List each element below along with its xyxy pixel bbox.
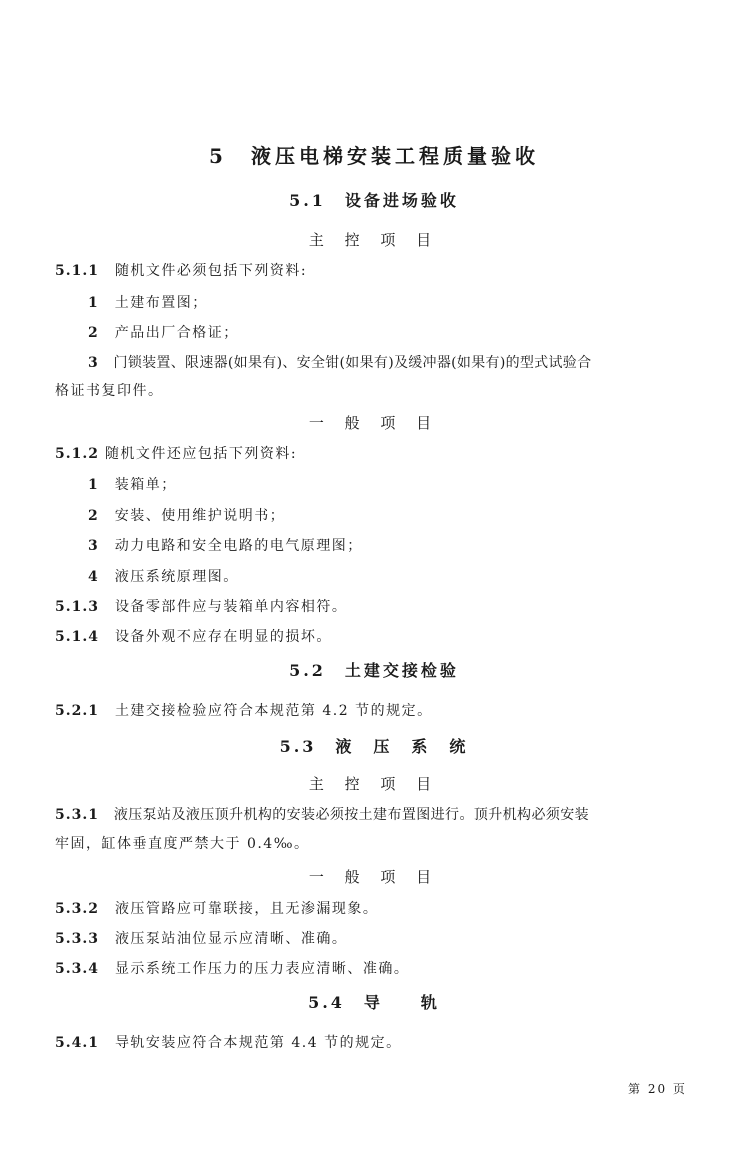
clause-text: 液压泵站油位显示应清晰、准确。 <box>114 931 348 947</box>
clause-number: 5.1.3 <box>55 599 99 615</box>
section-title-5-1: 5.1 设备进场验收 <box>289 191 459 210</box>
clause-continuation: 牢固，缸体垂直度严禁大于 0.4‰。 <box>55 836 310 852</box>
clause-text: 导轨安装应符合本规范第 4.4 节的规定。 <box>114 1035 402 1051</box>
subheading-main-control: 主 控 项 目 <box>308 231 440 249</box>
item-text: 液压系统原理图。 <box>114 569 239 585</box>
clause-text: 液压泵站及液压顶升机构的安装必须按土建布置图进行。顶升机构必须安装 <box>113 807 590 823</box>
clause-5-4-1 <box>55 1032 402 1052</box>
clause-5-1-3 <box>55 596 347 616</box>
item-number: 4 <box>88 569 99 585</box>
list-item <box>88 322 239 342</box>
clause-number: 5.4.1 <box>55 1035 99 1051</box>
item-number: 2 <box>88 325 99 341</box>
subheading-general: 一 般 项 目 <box>308 414 440 432</box>
clause-number: 5.3.4 <box>55 961 99 977</box>
clause-5-1-2 <box>55 443 297 463</box>
clause-number: 5.1.2 <box>55 446 99 462</box>
item-text: 门锁装置、限速器(如果有)、安全钳(如果有)及缓冲器(如果有)的型式试验合 <box>113 355 592 371</box>
page-number: 第 20 页 <box>628 1082 687 1096</box>
clause-text: 土建交接检验应符合本规范第 4.2 节的规定。 <box>114 703 433 719</box>
clause-number: 5.3.2 <box>55 901 99 917</box>
clause-text: 设备外观不应存在明显的损坏。 <box>114 629 332 645</box>
clause-number: 5.1.4 <box>55 629 99 645</box>
clause-number: 5.3.3 <box>55 931 99 947</box>
clause-5-1-1 <box>55 260 307 280</box>
list-item <box>88 566 239 586</box>
list-item <box>88 505 285 525</box>
item-number: 1 <box>88 295 99 311</box>
clause-text: 液压管路应可靠联接，且无渗漏现象。 <box>114 901 379 917</box>
item-text: 动力电路和安全电路的电气原理图； <box>114 538 363 554</box>
item-text: 土建布置图； <box>114 295 208 311</box>
clause-number: 5.2.1 <box>55 703 99 719</box>
list-item <box>88 535 363 555</box>
clause-5-2-1 <box>55 700 433 720</box>
list-item <box>88 474 177 494</box>
item-text: 装箱单； <box>114 477 177 493</box>
clause-text: 随机文件还应包括下列资料: <box>104 446 298 462</box>
item-number: 2 <box>88 508 99 524</box>
clause-text: 随机文件必须包括下列资料: <box>114 263 308 279</box>
section-title-5-2: 5.2 土建交接检验 <box>289 661 459 680</box>
subheading-main-control: 主 控 项 目 <box>308 775 440 793</box>
clause-5-3-3 <box>55 928 347 948</box>
list-item <box>88 292 208 312</box>
chapter-title: 5 液压电梯安装工程质量验收 <box>209 144 539 168</box>
clause-5-3-1 <box>55 804 589 824</box>
item-number: 1 <box>88 477 99 493</box>
clause-number: 5.3.1 <box>55 807 99 823</box>
clause-text: 显示系统工作压力的压力表应清晰、准确。 <box>114 961 410 977</box>
item-number: 3 <box>88 538 99 554</box>
clause-5-3-2 <box>55 898 378 918</box>
section-title-5-3: 5.3 液 压 系 统 <box>279 737 469 756</box>
clause-5-1-4 <box>55 626 332 646</box>
clause-5-3-4 <box>55 958 409 978</box>
list-item-continuation: 格证书复印件。 <box>55 383 164 399</box>
clause-number: 5.1.1 <box>55 263 99 279</box>
list-item <box>88 352 591 372</box>
item-text: 产品出厂合格证； <box>114 325 239 341</box>
section-title-5-4: 5.4 导 轨 <box>308 993 440 1012</box>
item-number: 3 <box>88 355 99 371</box>
subheading-general: 一 般 项 目 <box>308 868 440 886</box>
item-text: 安装、使用维护说明书； <box>114 508 286 524</box>
clause-text: 设备零部件应与装箱单内容相符。 <box>114 599 348 615</box>
